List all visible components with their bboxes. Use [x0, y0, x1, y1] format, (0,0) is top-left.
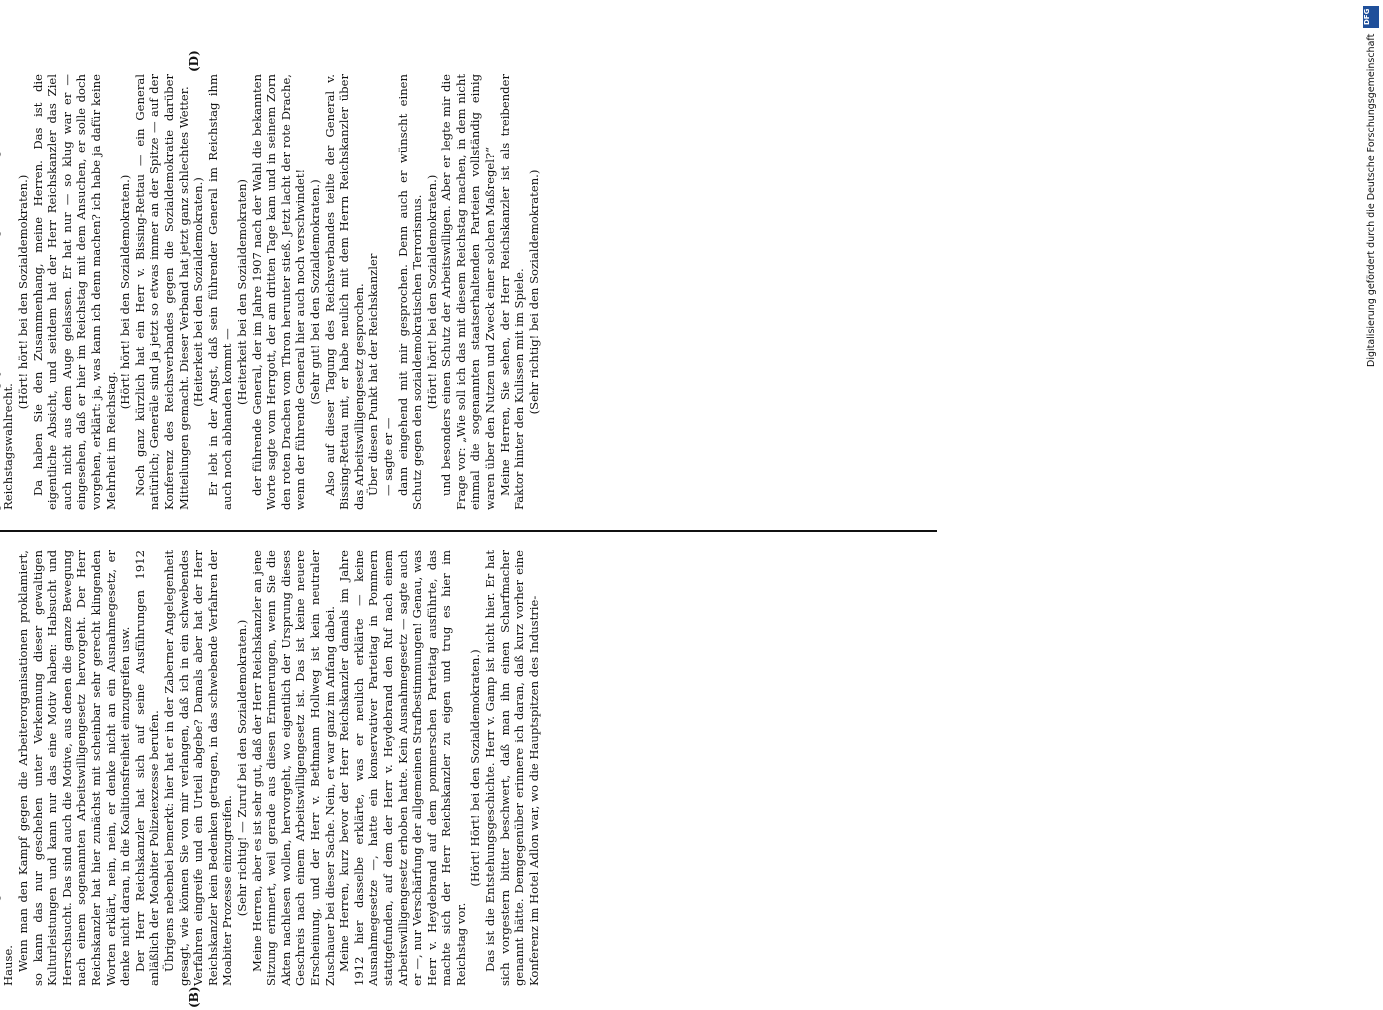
- interjection: (Heiterkeit bei den Sozialdemokraten): [234, 179, 249, 405]
- right-text-column: [0, 74, 541, 510]
- paragraph: Hause.: [1, 945, 16, 986]
- rotated-page: [0, 50, 967, 1010]
- digitization-note: Digitalisierung gefördert durch die Deutsche Forschungsgemeinschaft: [1366, 34, 1377, 368]
- paragraph: Da haben Sie den Zusammenhang, meine Herren. Das ist die eigentliche Absicht, und seitdem hat der Herr Reichskanzler das Ziel auch nicht aus dem Auge gelassen. Er hat nur — so klug war er — eingesehen, daß er hier im Reichstag mit dem Ansuchen, er solle doch vorgehen, erklärt: ja, was kann ich denn machen? ich habe ja dafür keine Mehrheit im Reichstag.: [30, 74, 118, 510]
- paragraph: Meine Herren, aber es ist sehr gut, daß der Herr Reichskanzler an jene Sitzung erinnert, weil gerade aus diesen Erinnerungen, wenn Sie die Akten nachlesen wollen, hervorgeht, wo eigentlich der Ursprung dieses Geschreis nach einem Arbeitswilligengesetz ist. Das ist keine neuere Erscheinung, und der Herr v. Bethmann Hollweg ist kein neutraler Zuschauer bei dieser Sache. Nein, er war ganz im Anfang dabei.: [249, 550, 337, 986]
- interjection: (Sehr richtig! bei den Sozialdemokraten.): [526, 169, 541, 415]
- interjection: (Hört! hört! bei den Sozialdemokraten.): [424, 174, 439, 410]
- paragraph: Über diesen Punkt hat der Reichskanzler: [366, 253, 381, 496]
- paragraph: Übrigens nebenbei bemerkt: hier hat er in der Zaberner Angelegenheit gesagt, wie können Sie von mir verlangen, daß ich in ein schwebendes Verfahren eingreife und ein Urteil abgebe? Damals aber hat der Herr Reichskanzler kein Bedenken getragen, in das schwebende Verfahren der Moabiter Prozesse einzugreifen.: [162, 550, 235, 986]
- paragraph: dann eingehend mit mir gesprochen. Denn auch er wünscht einen Schutz gegen den sozialdemokratischen Terrorismus.: [395, 74, 425, 510]
- interjection: (Hört! hört! bei den Sozialdemokraten.): [118, 174, 133, 410]
- paragraph: Noch ganz kürzlich hat ein Herr v. Bissing-Rettau — ein General natürlich; Generäle sind ja jetzt so etwas immer an der Spitze — auf der Konferenz des Reichsverbandes gegen die Sozialdemokratie darüber Mitteilungen gemacht. Dieser Verband hat jetzt ganz schlechtes Wetter.: [132, 74, 191, 510]
- margin-marker-d: (D): [187, 50, 201, 72]
- paragraph: Das ist die Entstehungsgeschichte. Herr v. Gamp ist nicht hier. Er hat sich vorgestern bitter beschwert, daß man ihn einen Scharfmacher genannt hätte. Demgegenüber erinnere ich daran, daß kurz vorher eine Konferenz im Hotel Adlon war, wo die Hauptspitzen des Industrie-: [483, 550, 541, 986]
- column-divider: [0, 530, 937, 532]
- paragraph: Also auf dieser Tagung des Reichsverbandes teilte der General v. Bissing-Rettau mit, er habe neulich mit dem Herrn Reichskanzler über das Arbeitswilligengesetz gesprochen.: [322, 74, 366, 510]
- paragraph: Wenn man den Kampf gegen die Arbeiterorganisationen proklamiert, so kann das nur geschehen unter Verkennung dieser gewaltigen Kulturleistungen und kann nur das eine Motiv haben: Habsucht und Herrschsucht. Das sind auch die Motive, aus denen die ganze Bewegung nach einem sogenannten Arbeitswilligengesetz hervorgeht. Der Herr Reichskanzler hat hier zunächst mit scheinbar sehr gerecht klingenden Worten erklärt, nein, nein, er denke nicht an ein Ausnahmegesetz, er denke nicht daran, in die Koalitionsfreiheit einzugreifen usw.: [16, 550, 133, 986]
- dfg-logo: DFG: [1363, 6, 1379, 28]
- paragraph: Meine Herren, Sie sehen, der Herr Reichskanzler ist als treibender Faktor hinter den Kulissen mit im Spiele.: [497, 74, 527, 510]
- paragraph: und besonders einen Schutz der Arbeitswilligen. Aber er legte mir die Frage vor: „Wie soll ich das mit diesem Reichstag machen, in dem nicht einmal die sogenannten staatserhaltenden Parteien vollständig einig waren über den Nutzen und Zweck einer solchen Maßregel?“: [439, 74, 498, 510]
- paragraph: Er lebt in der Angst, daß sein führender General im Reichstag ihm auch noch abhanden kommt —: [205, 74, 235, 510]
- interjection: (Sehr gut! bei den Sozialdemokraten.): [307, 179, 322, 405]
- paragraph: der führende General, der im Jahre 1907 nach der Wahl die bekannten Worte sagte vom Herrgott, der am dritten Tage kam und in seinem Zorn den roten Drachen vom Thron herunter stieß. Jetzt lacht der rote Drache, wenn der führende General hier auch noch verschwindet!: [249, 74, 308, 510]
- margin-marker-b: (B): [187, 986, 201, 1008]
- interjection: (Heiterkeit bei den Sozialdemokraten.): [191, 177, 206, 407]
- paragraph: Meine Herren, kurz bevor der Herr Reichskanzler damals im Jahre 1912 hier dasselbe erklärte, was er neulich erklärte — keine Ausnahmegesetze —, hatte ein konservativer Parteitag in Pommern stattgefunden, auf dem der Herr v. Heydebrand den Ruf nach einem Arbeitswilligengesetz erhoben hatte. Kein Ausnahmegesetz — sagte auch er —, nur Verschärfung der allgemeinen Strafbestimmungen! Genau, was Herr v. Heydebrand auf dem pommerschen Parteitag ausführte, das machte sich der Herr Reichskanzler zu eigen und trug es hier im Reichstag vor.: [337, 550, 468, 986]
- interjection: (Sehr richtig! — Zuruf bei den Sozialdemokraten.): [234, 619, 249, 917]
- paragraph: Der Herr Reichskanzler hat sich auf seine Ausführungen 1912 anläßlich der Moabiter Polizeiexzesse berufen.: [132, 550, 162, 986]
- left-text-column: [0, 550, 541, 986]
- paragraph: — sagte er —: [380, 417, 395, 496]
- interjection: (Hört! hört! bei den Sozialdemokraten.): [16, 174, 31, 410]
- interjection: (Hört! Hört! bei den Sozialdemokraten.): [468, 649, 483, 887]
- paragraph: Reichstagswahlrecht.: [1, 383, 16, 510]
